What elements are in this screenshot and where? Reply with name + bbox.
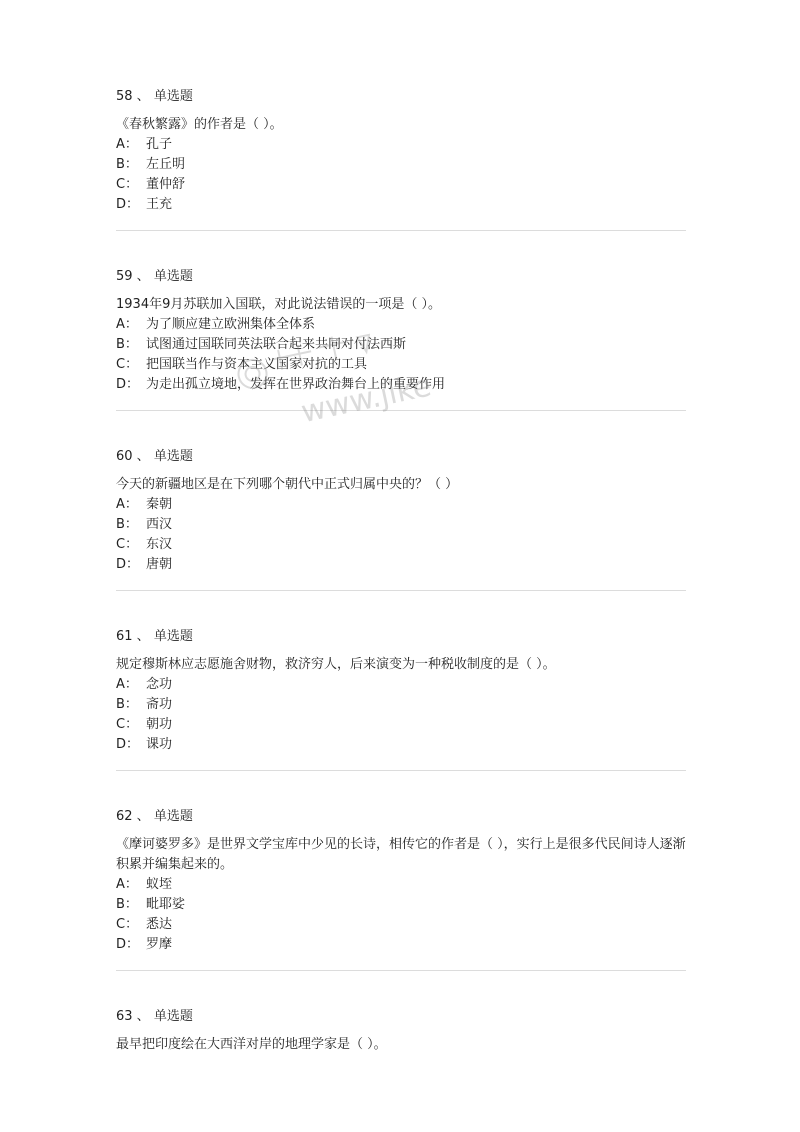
- question-number: 63: [116, 1009, 133, 1024]
- option-letter: B：: [116, 157, 138, 172]
- option-letter: B：: [116, 897, 138, 912]
- option-d: [116, 195, 686, 215]
- option-list: [116, 875, 686, 955]
- option-a: [116, 675, 686, 695]
- option-text: 罗摩: [146, 937, 173, 952]
- option-letter: A：: [116, 497, 138, 512]
- question-header: 60 、 单选题: [116, 449, 193, 464]
- option-c: [116, 355, 686, 375]
- option-list: [116, 495, 686, 575]
- option-a: [116, 135, 686, 155]
- question-type: 单选题: [153, 269, 193, 284]
- option-text: 孔子: [146, 137, 173, 152]
- option-text: 试图通过国联同英法联合起来共同对付法西斯: [146, 337, 407, 352]
- option-b: [116, 335, 686, 355]
- option-text: 斋功: [146, 697, 173, 712]
- option-a: [116, 495, 686, 515]
- option-c: [116, 915, 686, 935]
- option-a: [116, 315, 686, 335]
- question-header: 63 、 单选题: [116, 1009, 193, 1024]
- option-letter: C：: [116, 357, 139, 372]
- option-letter: D：: [116, 197, 140, 212]
- question-type: 单选题: [153, 629, 193, 644]
- option-text: 王充: [146, 197, 173, 212]
- option-text: 董仲舒: [146, 177, 186, 192]
- option-d: [116, 375, 686, 395]
- question-59: [116, 267, 686, 395]
- question-61: [116, 627, 686, 755]
- question-stem: 规定穆斯林应志愿施舍财物，救济穷人，后来演变为一种税收制度的是（ ）。: [116, 657, 556, 672]
- question-divider: [116, 230, 686, 231]
- question-header: 59 、 单选题: [116, 269, 193, 284]
- option-letter: A：: [116, 317, 138, 332]
- option-text: 秦朝: [146, 497, 173, 512]
- question-stem: 今天的新疆地区是在下列哪个朝代中正式归属中央的？（ ）: [116, 477, 459, 492]
- option-b: [116, 895, 686, 915]
- option-letter: D：: [116, 557, 140, 572]
- option-d: [116, 735, 686, 755]
- option-letter: D：: [116, 737, 140, 752]
- question-number: 58: [116, 89, 133, 104]
- question-stem: 1934年9月苏联加入国联，对此说法错误的一项是（ ）。: [116, 297, 441, 312]
- question-58: [116, 87, 686, 215]
- question-type: 单选题: [153, 809, 193, 824]
- option-letter: C：: [116, 177, 139, 192]
- option-letter: A：: [116, 877, 138, 892]
- option-letter: A：: [116, 137, 138, 152]
- option-text: 朝功: [146, 717, 173, 732]
- option-text: 毗耶娑: [146, 897, 186, 912]
- question-type: 单选题: [153, 89, 193, 104]
- option-b: [116, 155, 686, 175]
- option-text: 唐朝: [146, 557, 173, 572]
- option-d: [116, 935, 686, 955]
- option-a: [116, 875, 686, 895]
- option-list: [116, 675, 686, 755]
- option-letter: B：: [116, 697, 138, 712]
- question-type: 单选题: [153, 449, 193, 464]
- option-letter: D：: [116, 377, 140, 392]
- question-divider: [116, 410, 686, 411]
- question-header: 62 、 单选题: [116, 809, 193, 824]
- watermark-text: www.jike.vip: [298, 357, 434, 428]
- option-c: [116, 715, 686, 735]
- question-number: 61: [116, 629, 133, 644]
- question-divider: [116, 770, 686, 771]
- option-b: [116, 695, 686, 715]
- option-letter: C：: [116, 537, 139, 552]
- option-letter: C：: [116, 717, 139, 732]
- option-text: 左丘明: [146, 157, 186, 172]
- question-number: 60: [116, 449, 133, 464]
- option-text: 蚁垤: [146, 877, 173, 892]
- question-header: 58 、 单选题: [116, 89, 193, 104]
- option-text: 课功: [146, 737, 173, 752]
- option-text: 为走出孤立境地，发挥在世界政治舞台上的重要作用: [146, 377, 446, 392]
- option-list: [116, 315, 686, 395]
- option-text: 西汉: [146, 517, 173, 532]
- option-c: [116, 175, 686, 195]
- option-text: 把国联当作与资本主义国家对抗的工具: [146, 357, 368, 372]
- option-text: 东汉: [146, 537, 173, 552]
- option-letter: D：: [116, 937, 140, 952]
- option-text: 悉达: [146, 917, 173, 932]
- question-60: [116, 447, 686, 575]
- question-type: 单选题: [153, 1009, 193, 1024]
- question-stem: 最早把印度绘在大西洋对岸的地理学家是（ ）。: [116, 1037, 387, 1052]
- question-stem: 《摩诃婆罗多》是世界文学宝库中少见的长诗，相传它的作者是（ ），实行上是很多代民间诗人逐渐积累并编集起来的。: [116, 837, 686, 872]
- option-c: [116, 535, 686, 555]
- option-b: [116, 515, 686, 535]
- question-number: 59: [116, 269, 133, 284]
- question-divider: [116, 590, 686, 591]
- option-list: [116, 135, 686, 215]
- option-d: [116, 555, 686, 575]
- question-number: 62: [116, 809, 133, 824]
- option-text: 念功: [146, 677, 173, 692]
- question-63: [116, 1007, 686, 1055]
- option-text: 为了顺应建立欧洲集体全体系: [146, 317, 316, 332]
- option-letter: C：: [116, 917, 139, 932]
- option-letter: B：: [116, 517, 138, 532]
- option-letter: A：: [116, 677, 138, 692]
- question-divider: [116, 970, 686, 971]
- option-letter: B：: [116, 337, 138, 352]
- question-stem: 《春秋繁露》的作者是（ ）。: [116, 117, 283, 132]
- question-62: [116, 807, 686, 955]
- question-header: 61 、 单选题: [116, 629, 193, 644]
